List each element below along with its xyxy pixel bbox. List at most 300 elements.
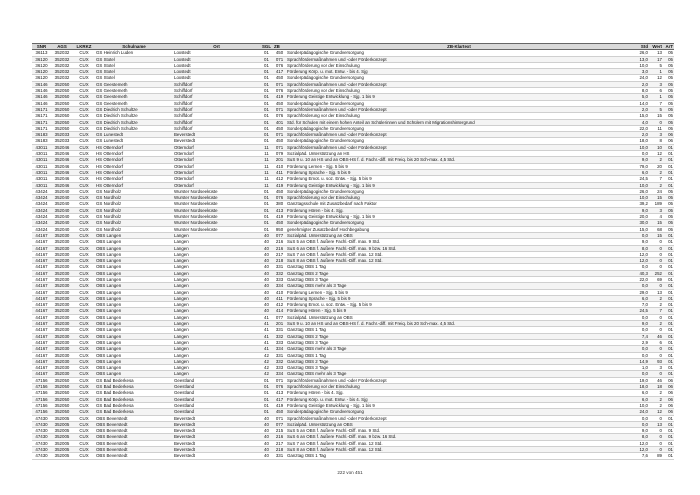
cell-zb: 333 (273, 365, 286, 371)
cell-zb: 332 (273, 333, 286, 339)
cell-schulname: OBS Langen (95, 289, 173, 295)
cell-art: 01 (663, 176, 674, 182)
cell-snr: 36120 (32, 56, 51, 62)
cell-zb-klartext: Sozialpäd. Unterstützung an OBS (286, 314, 632, 320)
cell-art: 01 (663, 327, 674, 333)
cell-art: 01 (663, 157, 674, 163)
cell-lkrkz: CUX (73, 94, 95, 100)
cell-art: 05 (663, 119, 674, 125)
cell-ags: 352046 (51, 157, 73, 163)
cell-zb: 419 (273, 182, 286, 188)
cell-wert: 12 (649, 409, 663, 415)
cell-std: 12,0 (632, 440, 649, 446)
cell-zb-klartext: Std. für Schulen mit einem hohen Anteil an Schülerinnen und Schülern mit Migrationshintergrund (286, 119, 632, 125)
cell-ags: 352030 (51, 365, 73, 371)
cell-sgl: 40 (260, 428, 273, 434)
cell-wert: 2 (649, 321, 663, 327)
cell-sgl: 01 (260, 113, 273, 119)
cell-schulname: OBS Langen (95, 258, 173, 264)
cell-zb: 217 (273, 440, 286, 446)
cell-lkrkz: CUX (73, 333, 95, 339)
cell-sgl: 11 (260, 157, 273, 163)
cell-sgl: 01 (260, 377, 273, 383)
cell-schulname: OBS Langen (95, 365, 173, 371)
cell-art: 05 (663, 188, 674, 194)
cell-zb: 215 (273, 428, 286, 434)
cell-ort: Otterndorf (173, 169, 260, 175)
cell-schulname: GS Nordholz (95, 220, 173, 226)
cell-schulname: HS Otterndorf (95, 176, 173, 182)
cell-zb-klartext: Ganztag OBS 3 Tage (286, 365, 632, 371)
table-row (32, 453, 674, 459)
cell-std: 0,0 (632, 371, 649, 377)
cell-schulname: OBS Langen (95, 232, 173, 238)
cell-lkrkz: CUX (73, 232, 95, 238)
cell-snr: 44167 (32, 333, 51, 339)
cell-wert: 0 (649, 428, 663, 434)
cell-zb-klartext: Sonderpädagogische Grundversorgung (286, 220, 632, 226)
cell-sgl: 01 (260, 125, 273, 131)
cell-zb-klartext: Förderung Geistige Entwicklung - Sjg. 1 bis 9 (286, 402, 632, 408)
cell-lkrkz: CUX (73, 358, 95, 364)
cell-schulname: GS Diedrich Schultze (95, 125, 173, 131)
cell-sgl: 11 (260, 176, 273, 182)
cell-lkrkz: CUX (73, 371, 95, 377)
cell-schulname: OBS Beverstedt (95, 415, 173, 421)
cell-lkrkz: CUX (73, 182, 95, 188)
cell-zb: 216 (273, 434, 286, 440)
cell-std: 0,0 (632, 352, 649, 358)
cell-std: 29,0 (632, 289, 649, 295)
cell-zb: 419 (273, 214, 286, 220)
cell-snr: 44167 (32, 371, 51, 377)
cell-snr: 44167 (32, 239, 51, 245)
cell-wert: 17 (649, 56, 663, 62)
cell-std: 10,0 (632, 182, 649, 188)
cell-zb-klartext: Förderung Geistige Entwicklung - Sjg. 1 bis 9 (286, 182, 632, 188)
cell-wert: 2 (649, 396, 663, 402)
cell-wert: 0 (649, 283, 663, 289)
cell-zb: 410 (273, 289, 286, 295)
cell-art: 01 (663, 163, 674, 169)
cell-std: 10,0 (632, 62, 649, 68)
cell-ags: 352050 (51, 94, 73, 100)
cell-ags: 352030 (51, 314, 73, 320)
cell-art: 01 (663, 365, 674, 371)
cell-lkrkz: CUX (73, 125, 95, 131)
cell-schulname: OBS Langen (95, 283, 173, 289)
cell-zb: 450 (273, 125, 286, 131)
cell-wert: 2 (649, 169, 663, 175)
cell-zb-klartext: SuS 5 an OBS f. äußere Fachl.-Diff. max. 9 Std. (286, 239, 632, 245)
cell-ort: Otterndorf (173, 151, 260, 157)
cell-zb: 218 (273, 258, 286, 264)
cell-sgl: 41 (260, 333, 273, 339)
cell-ort: Geestland (173, 409, 260, 415)
cell-sgl: 01 (260, 396, 273, 402)
cell-ort: Langen (173, 302, 260, 308)
cell-wert: 0 (649, 258, 663, 264)
cell-ort: Beverstedt (173, 447, 260, 453)
cell-zb: 216 (273, 245, 286, 251)
cell-zb: 419 (273, 402, 286, 408)
cell-art: 05 (663, 106, 674, 112)
cell-sgl: 01 (260, 100, 273, 106)
cell-wert: 0 (649, 251, 663, 257)
cell-snr: 47430 (32, 434, 51, 440)
cell-art: 05 (663, 113, 674, 119)
cell-ort: Wurster Nordseeküste (173, 220, 260, 226)
cell-zb-klartext: Ganztag OBS 1 Tag (286, 327, 632, 333)
cell-schulname: OBS Beverstedt (95, 440, 173, 446)
cell-zb-klartext: Sprachfördermaßnahmen und -oder Förderkonzept (286, 132, 632, 138)
cell-std: 6,0 (632, 390, 649, 396)
cell-ags: 352046 (51, 176, 73, 182)
cell-art: 06 (663, 384, 674, 390)
cell-art: 01 (663, 182, 674, 188)
cell-ags: 352005 (51, 434, 73, 440)
cell-sgl: 11 (260, 169, 273, 175)
cell-lkrkz: CUX (73, 144, 95, 150)
cell-wert: 2 (649, 157, 663, 163)
cell-sgl: 01 (260, 390, 273, 396)
cell-ort: Schiffdorf (173, 94, 260, 100)
cell-wert: 2 (649, 390, 663, 396)
cell-zb-klartext: SuS 7 an OBS f. äußere Fachl.-Diff. max. 12 Std. (286, 251, 632, 257)
cell-ags: 352050 (51, 113, 73, 119)
cell-zb-klartext: Ganztag OBS 2 Tage (286, 270, 632, 276)
cell-zb: 450 (273, 220, 286, 226)
cell-schulname: GS Bad Bederkesa (95, 409, 173, 415)
cell-snr: 44167 (32, 308, 51, 314)
cell-ags: 352030 (51, 270, 73, 276)
cell-wert: 4 (649, 214, 663, 220)
cell-ort: Schiffdorf (173, 125, 260, 131)
cell-schulname: GS Heinrich Luden (95, 50, 173, 56)
cell-snr: 47156 (32, 384, 51, 390)
cell-std: 8,0 (632, 434, 649, 440)
cell-sgl: 40 (260, 447, 273, 453)
cell-wert: 0 (649, 264, 663, 270)
cell-schulname: OBS Langen (95, 352, 173, 358)
cell-art: 01 (663, 428, 674, 434)
cell-ags: 352050 (51, 396, 73, 402)
cell-snr: 36146 (32, 94, 51, 100)
cell-zb-klartext: SuS 7 an OBS f. äußere Fachl.-Diff. max. 12 Std. (286, 440, 632, 446)
cell-zb: 411 (273, 169, 286, 175)
cell-sgl: 01 (260, 81, 273, 87)
cell-lkrkz: CUX (73, 453, 95, 459)
cell-lkrkz: CUX (73, 151, 95, 157)
cell-zb: 450 (273, 75, 286, 81)
cell-lkrkz: CUX (73, 214, 95, 220)
cell-snr: 36120 (32, 62, 51, 68)
cell-snr: 36171 (32, 113, 51, 119)
cell-ags: 352050 (51, 377, 73, 383)
cell-art: 01 (663, 276, 674, 282)
cell-zb: 076 (273, 113, 286, 119)
cell-zb-klartext: Förderung Hören - Sjg. 5 bis 9 (286, 308, 632, 314)
cell-art: 05 (663, 75, 674, 81)
cell-lkrkz: CUX (73, 75, 95, 81)
cell-std: 7,6 (632, 453, 649, 459)
cell-zb-klartext: Förderung Körp. u. mot. Entw. - bis 4. Sjg (286, 69, 632, 75)
cell-lkrkz: CUX (73, 346, 95, 352)
cell-ags: 352050 (51, 409, 73, 415)
cell-ort: Langen (173, 321, 260, 327)
cell-lkrkz: CUX (73, 251, 95, 257)
cell-ags: 352050 (51, 100, 73, 106)
cell-std: 10,0 (632, 195, 649, 201)
cell-ort: Beverstedt (173, 415, 260, 421)
column-header-wert: Wert (649, 44, 663, 50)
cell-std: 1,0 (632, 365, 649, 371)
cell-std: 6,0 (632, 169, 649, 175)
cell-snr: 47156 (32, 409, 51, 415)
cell-art: 01 (663, 169, 674, 175)
cell-zb-klartext: Sprachförderung vor der Einschulung (286, 113, 632, 119)
cell-std: 22,0 (632, 276, 649, 282)
cell-zb: 414 (273, 308, 286, 314)
cell-ort: Geestland (173, 377, 260, 383)
cell-art: 05 (663, 88, 674, 94)
cell-sgl: 11 (260, 151, 273, 157)
cell-snr: 43424 (32, 220, 51, 226)
cell-std: 8,0 (632, 245, 649, 251)
cell-zb-klartext: Sprachfördermaßnahmen und -oder Förderkonzept (286, 81, 632, 87)
cell-lkrkz: CUX (73, 119, 95, 125)
cell-art: 01 (663, 339, 674, 345)
cell-sgl: 40 (260, 245, 273, 251)
page-number: 222 von 451 (337, 470, 363, 475)
cell-lkrkz: CUX (73, 81, 95, 87)
cell-ort: Langen (173, 232, 260, 238)
cell-snr: 43011 (32, 151, 51, 157)
cell-ort: Loxstedt (173, 69, 260, 75)
cell-art: 06 (663, 390, 674, 396)
cell-ags: 352040 (51, 195, 73, 201)
cell-ags: 352050 (51, 106, 73, 112)
cell-std: 0,0 (632, 346, 649, 352)
cell-ort: Schiffdorf (173, 106, 260, 112)
cell-schulname: OBS Langen (95, 239, 173, 245)
cell-std: 9,0 (632, 239, 649, 245)
cell-zb: 410 (273, 163, 286, 169)
cell-lkrkz: CUX (73, 239, 95, 245)
cell-ort: Schiffdorf (173, 113, 260, 119)
cell-zb: 417 (273, 69, 286, 75)
cell-sgl: 01 (260, 409, 273, 415)
cell-std: 6,0 (632, 396, 649, 402)
cell-snr: 36171 (32, 119, 51, 125)
cell-zb: 334 (273, 346, 286, 352)
cell-sgl: 01 (260, 119, 273, 125)
cell-schulname: HS Otterndorf (95, 163, 173, 169)
cell-lkrkz: CUX (73, 327, 95, 333)
cell-wert: 89 (649, 453, 663, 459)
cell-ags: 352046 (51, 151, 73, 157)
cell-ort: Langen (173, 289, 260, 295)
cell-snr: 36171 (32, 125, 51, 131)
cell-ort: Langen (173, 358, 260, 364)
cell-sgl: 41 (260, 321, 273, 327)
cell-zb: 201 (273, 321, 286, 327)
cell-ort: Beverstedt (173, 138, 260, 144)
cell-sgl: 01 (260, 106, 273, 112)
cell-wert: 5 (649, 62, 663, 68)
cell-art: 01 (663, 295, 674, 301)
cell-lkrkz: CUX (73, 396, 95, 402)
cell-std: 0,0 (632, 283, 649, 289)
cell-art: 05 (663, 81, 674, 87)
cell-ort: Otterndorf (173, 176, 260, 182)
cell-schulname: GS Nordholz (95, 207, 173, 213)
cell-zb-klartext: SuS 5 an OBS f. äußere Fachl.-Diff. max. 9 Std. (286, 428, 632, 434)
cell-zb: 412 (273, 176, 286, 182)
cell-sgl: 11 (260, 144, 273, 150)
cell-zb-klartext: Ganztag OBS 2 Tage (286, 358, 632, 364)
cell-wert: 11 (649, 125, 663, 131)
cell-wert: 252 (649, 270, 663, 276)
cell-snr: 36120 (32, 75, 51, 81)
cell-zb-klartext: Ganztag OBS mehr als 3 Tage (286, 346, 632, 352)
cell-schulname: GS Nordholz (95, 226, 173, 232)
cell-schulname: GS Geestemeth (95, 81, 173, 87)
cell-lkrkz: CUX (73, 100, 95, 106)
cell-ort: Beverstedt (173, 440, 260, 446)
cell-wert: 2 (649, 182, 663, 188)
cell-std: 79,0 (632, 163, 649, 169)
cell-schulname: OBS Langen (95, 333, 173, 339)
cell-lkrkz: CUX (73, 106, 95, 112)
cell-zb-klartext: Sonderpädagogische Grundversorgung (286, 100, 632, 106)
cell-snr: 44167 (32, 289, 51, 295)
data-table (32, 43, 674, 460)
cell-ags: 352030 (51, 371, 73, 377)
cell-art: 05 (663, 69, 674, 75)
cell-ort: Langen (173, 258, 260, 264)
cell-schulname: GS Bad Bederkesa (95, 396, 173, 402)
cell-std: 9,0 (632, 428, 649, 434)
cell-wert: 0 (649, 314, 663, 320)
cell-wert: 6 (649, 339, 663, 345)
column-header-schulname: Schulname (95, 44, 173, 50)
cell-ort: Beverstedt (173, 434, 260, 440)
cell-std: 0,0 (632, 151, 649, 157)
cell-snr: 47156 (32, 390, 51, 396)
cell-art: 01 (663, 421, 674, 427)
cell-schulname: HS Otterndorf (95, 144, 173, 150)
cell-wert: 2 (649, 402, 663, 408)
cell-sgl: 01 (260, 94, 273, 100)
cell-wert: 0 (649, 119, 663, 125)
cell-zb: 413 (273, 207, 286, 213)
cell-zb-klartext: Förderung Emot. u. soz. Entw. - Sjg. 5 bis 9 (286, 302, 632, 308)
cell-zb-klartext: Ganztag OBS 2 Tage (286, 333, 632, 339)
cell-std: 3,0 (632, 69, 649, 75)
cell-zb: 401 (273, 119, 286, 125)
cell-ags: 352050 (51, 402, 73, 408)
cell-sgl: 01 (260, 50, 273, 56)
cell-art: 01 (663, 358, 674, 364)
cell-zb-klartext: Förderung Sprache - Sjg. 5 bis 9 (286, 169, 632, 175)
cell-lkrkz: CUX (73, 163, 95, 169)
cell-art: 01 (663, 283, 674, 289)
cell-sgl: 11 (260, 163, 273, 169)
cell-wert: 7 (649, 176, 663, 182)
cell-art: 01 (663, 308, 674, 314)
cell-lkrkz: CUX (73, 276, 95, 282)
cell-snr: 44167 (32, 232, 51, 238)
cell-wert: 20 (649, 163, 663, 169)
cell-std: 26,0 (632, 188, 649, 194)
cell-ort: Langen (173, 270, 260, 276)
cell-zb: 950 (273, 226, 286, 232)
cell-lkrkz: CUX (73, 62, 95, 68)
cell-zb-klartext: Sprachfördermaßnahmen und -oder Förderkonzept (286, 144, 632, 150)
cell-ags: 352030 (51, 283, 73, 289)
cell-ort: Geestland (173, 390, 260, 396)
cell-lkrkz: CUX (73, 384, 95, 390)
cell-wert: 6 (649, 88, 663, 94)
cell-wert: 13 (649, 50, 663, 56)
cell-lkrkz: CUX (73, 220, 95, 226)
cell-lkrkz: CUX (73, 428, 95, 434)
cell-ags: 352005 (51, 447, 73, 453)
cell-lkrkz: CUX (73, 352, 95, 358)
cell-lkrkz: CUX (73, 138, 95, 144)
cell-ags: 352032 (51, 56, 73, 62)
cell-zb-klartext: Sonderpädagogische Grundversorgung (286, 75, 632, 81)
cell-snr: 47430 (32, 421, 51, 427)
cell-sgl: 40 (260, 415, 273, 421)
cell-std: 0,0 (632, 232, 649, 238)
cell-snr: 44167 (32, 327, 51, 333)
cell-std: 13,0 (632, 56, 649, 62)
cell-std: 14,9 (632, 358, 649, 364)
cell-zb: 332 (273, 270, 286, 276)
cell-wert: 13 (649, 289, 663, 295)
cell-zb: 450 (273, 138, 286, 144)
cell-art: 01 (663, 346, 674, 352)
cell-zb: 419 (273, 94, 286, 100)
cell-wert: 12 (649, 75, 663, 81)
cell-sgl: 01 (260, 132, 273, 138)
cell-std: 0,0 (632, 327, 649, 333)
cell-wert: 46 (649, 333, 663, 339)
cell-lkrkz: CUX (73, 50, 95, 56)
cell-lkrkz: CUX (73, 447, 95, 453)
cell-snr: 47430 (32, 440, 51, 446)
cell-sgl: 01 (260, 75, 273, 81)
cell-lkrkz: CUX (73, 295, 95, 301)
cell-zb-klartext: Ganztag OBS 3 Tage (286, 276, 632, 282)
cell-ags: 352030 (51, 358, 73, 364)
cell-zb: 071 (273, 377, 286, 383)
cell-wert: 68 (649, 226, 663, 232)
cell-art: 05 (663, 100, 674, 106)
cell-ags: 352030 (51, 251, 73, 257)
cell-schulname: GS Stotel (95, 75, 173, 81)
cell-art: 06 (663, 396, 674, 402)
cell-schulname: GS Nordholz (95, 195, 173, 201)
cell-lkrkz: CUX (73, 245, 95, 251)
cell-ags: 352032 (51, 50, 73, 56)
cell-ort: Langen (173, 239, 260, 245)
cell-sgl: 01 (260, 214, 273, 220)
cell-std: 26,0 (632, 50, 649, 56)
cell-lkrkz: CUX (73, 56, 95, 62)
